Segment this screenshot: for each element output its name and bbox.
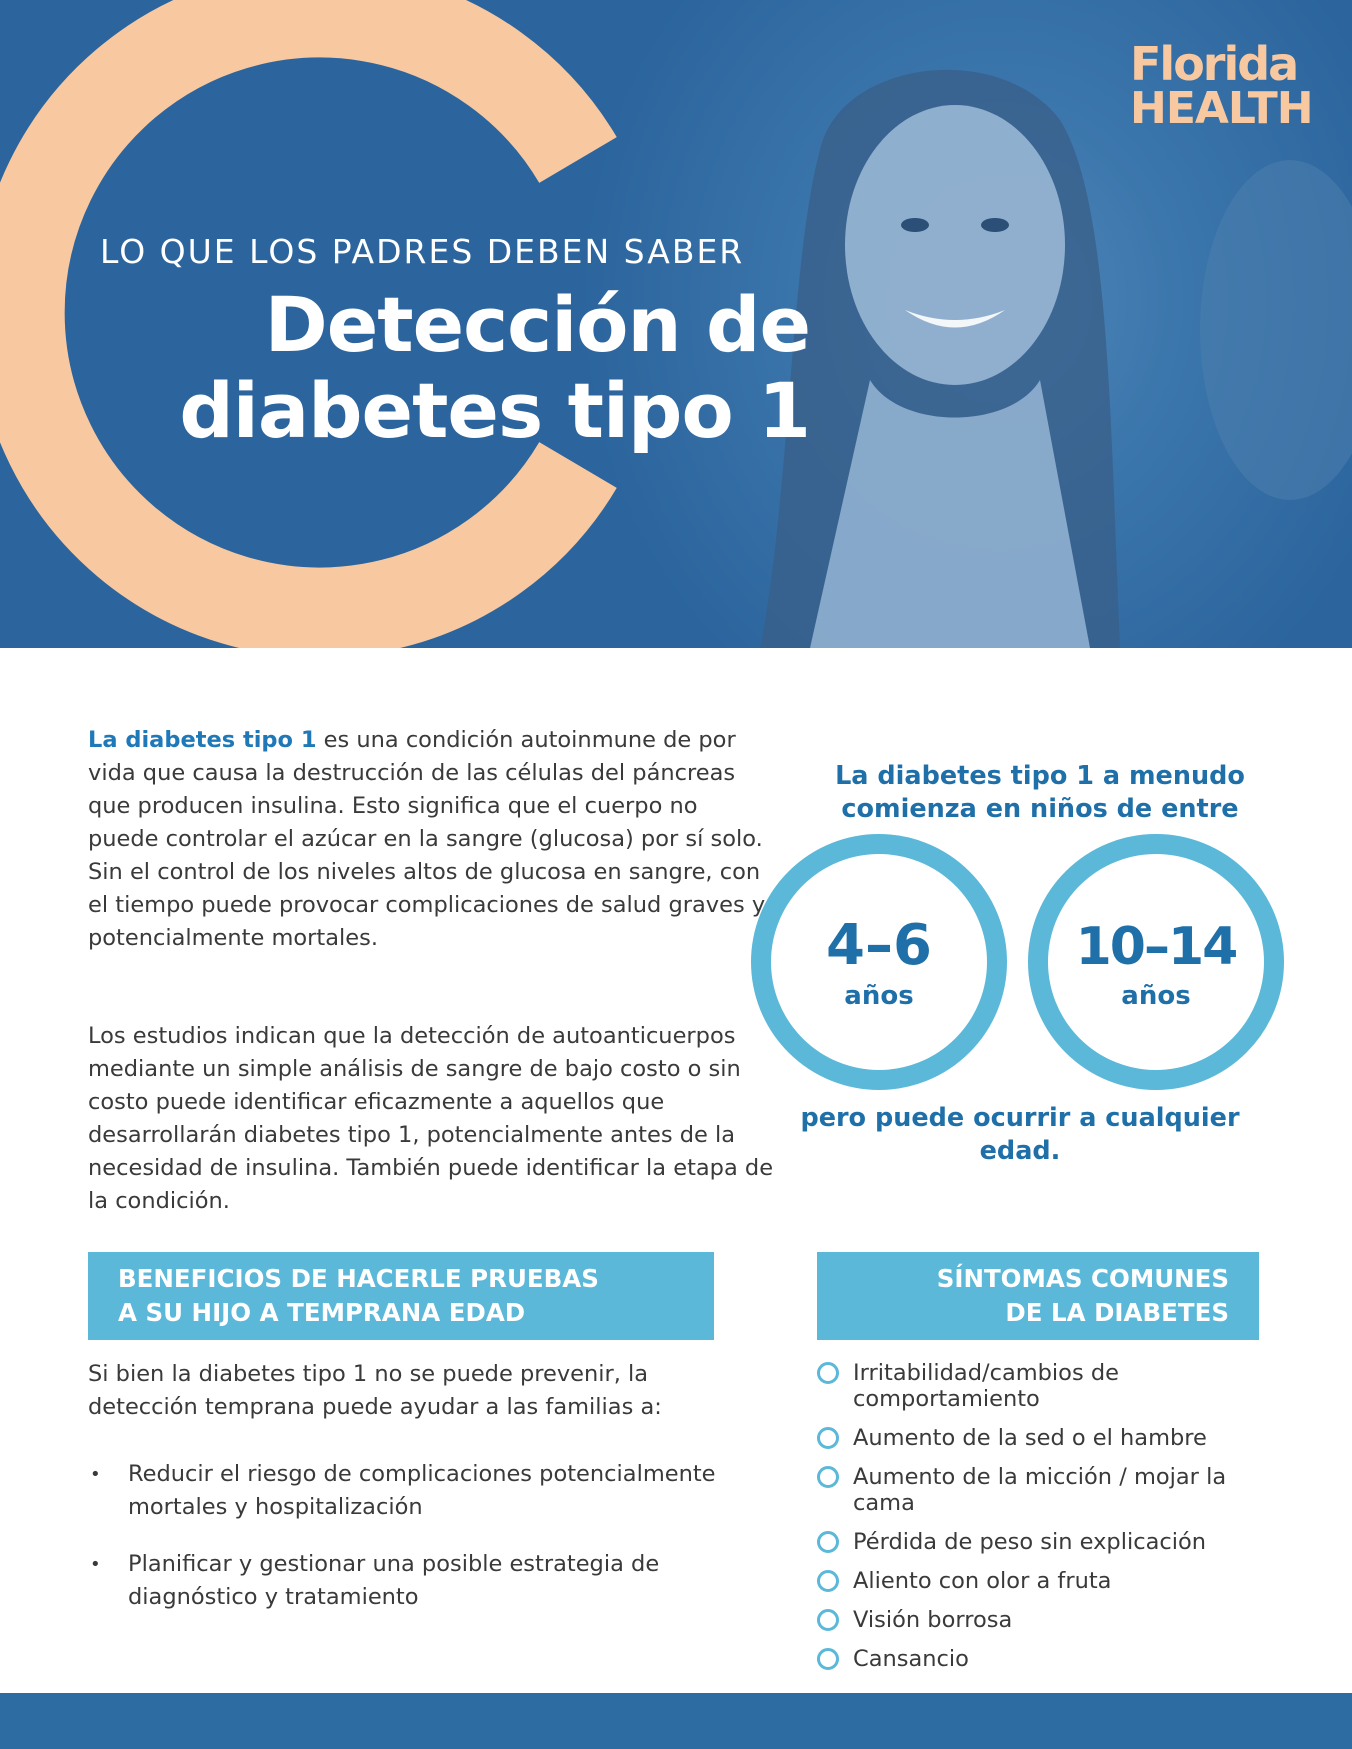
list-item bbox=[817, 1529, 1267, 1555]
age-range-circles bbox=[744, 832, 1294, 1092]
intro-paragraph bbox=[88, 724, 768, 955]
symptom-text: Aumento de la micción / mojar la cama bbox=[853, 1464, 1227, 1516]
list-item bbox=[817, 1360, 1267, 1412]
bullet-glyph: • bbox=[90, 1554, 101, 1575]
circle-bullet-icon bbox=[817, 1466, 839, 1488]
symptom-text: Aliento con olor a fruta bbox=[853, 1568, 1112, 1594]
age-callout-footer: pero puede ocurrir a cualquier edad. bbox=[800, 1103, 1240, 1166]
symptom-text: Cansancio bbox=[853, 1646, 969, 1672]
circle-bullet-icon bbox=[817, 1531, 839, 1553]
symptom-text: Irritabilidad/cambios de comportamiento bbox=[853, 1360, 1119, 1412]
page-title bbox=[80, 282, 810, 454]
age-range-unit-1: años bbox=[844, 981, 914, 1011]
circle-bullet-icon bbox=[817, 1427, 839, 1449]
logo-line-florida: Florida bbox=[1130, 37, 1298, 91]
list-item bbox=[88, 1458, 768, 1524]
benefits-heading bbox=[88, 1252, 714, 1340]
symptoms-heading-line-2: DE LA DIABETES bbox=[1005, 1298, 1229, 1327]
symptom-text: Visión borrosa bbox=[853, 1607, 1013, 1633]
intro-lead: La diabetes tipo 1 bbox=[88, 727, 317, 753]
florida-health-logo bbox=[1130, 37, 1313, 134]
bullet-glyph: • bbox=[90, 1464, 101, 1485]
circle-bullet-icon bbox=[817, 1648, 839, 1670]
hero-banner bbox=[0, 0, 1352, 648]
page-title-line-2: diabetes tipo 1 bbox=[179, 366, 810, 455]
benefit-text: Planificar y gestionar una posible estrategia de diagnóstico y tratamiento bbox=[128, 1551, 660, 1610]
circle-bullet-icon bbox=[817, 1362, 839, 1384]
age-range-unit-2: años bbox=[1121, 981, 1191, 1011]
benefits-heading-line-1: BENEFICIOS DE HACERLE PRUEBAS bbox=[118, 1264, 599, 1293]
page-title-line-1: Detección de bbox=[264, 280, 810, 369]
symptoms-list bbox=[817, 1360, 1267, 1685]
circle-bullet-icon bbox=[817, 1570, 839, 1592]
benefits-list bbox=[88, 1458, 768, 1638]
benefits-intro: Si bien la diabetes tipo 1 no se puede prevenir, la detección temprana puede ayudar a las familias a: bbox=[88, 1361, 662, 1420]
list-item bbox=[817, 1425, 1267, 1451]
list-item bbox=[817, 1607, 1267, 1633]
symptoms-heading-line-1: SÍNTOMAS COMUNES bbox=[936, 1264, 1229, 1293]
symptoms-heading bbox=[817, 1252, 1259, 1340]
benefit-text: Reducir el riesgo de complicaciones potencialmente mortales y hospitalización bbox=[128, 1461, 716, 1520]
age-range-value-1: 4–6 bbox=[826, 913, 932, 978]
benefits-heading-line-2: A SU HIJO A TEMPRANA EDAD bbox=[118, 1298, 526, 1327]
list-item bbox=[88, 1548, 768, 1614]
studies-paragraph: Los estudios indican que la detección de autoanticuerpos mediante un simple análisis de sangre de bajo costo o sin costo puede identificar eficazmente a aquellos que desarrollarán diabetes tipo 1, potencialmente antes de la necesidad de insulina. También puede identificar la etapa de la condición. bbox=[88, 1023, 774, 1214]
list-item bbox=[817, 1646, 1267, 1672]
age-range-circle-1 bbox=[761, 844, 997, 1080]
age-range-value-2: 10–14 bbox=[1075, 917, 1237, 977]
intro-body: es una condición autoinmune de por vida que causa la destrucción de las células del páncreas que producen insulina. Esto significa que el cuerpo no puede controlar el azúcar en la sangre (glucosa) por sí solo. Sin el control de los niveles altos de glucosa en sangre, con el tiempo puede provocar complicaciones de salud graves y potencialmente mortales. bbox=[88, 727, 766, 951]
age-range-circle-2 bbox=[1038, 844, 1274, 1080]
list-item bbox=[817, 1464, 1267, 1516]
symptom-text: Pérdida de peso sin explicación bbox=[853, 1529, 1207, 1555]
age-callout-heading: La diabetes tipo 1 a menudo comienza en niños de entre bbox=[835, 761, 1245, 824]
circle-bullet-icon bbox=[817, 1609, 839, 1631]
list-item bbox=[817, 1568, 1267, 1594]
symptom-text: Aumento de la sed o el hambre bbox=[853, 1425, 1207, 1451]
hero-eyebrow: LO QUE LOS PADRES DEBEN SABER bbox=[100, 232, 745, 271]
logo-line-health: HEALTH bbox=[1130, 83, 1313, 134]
footer-bar bbox=[0, 1693, 1352, 1749]
